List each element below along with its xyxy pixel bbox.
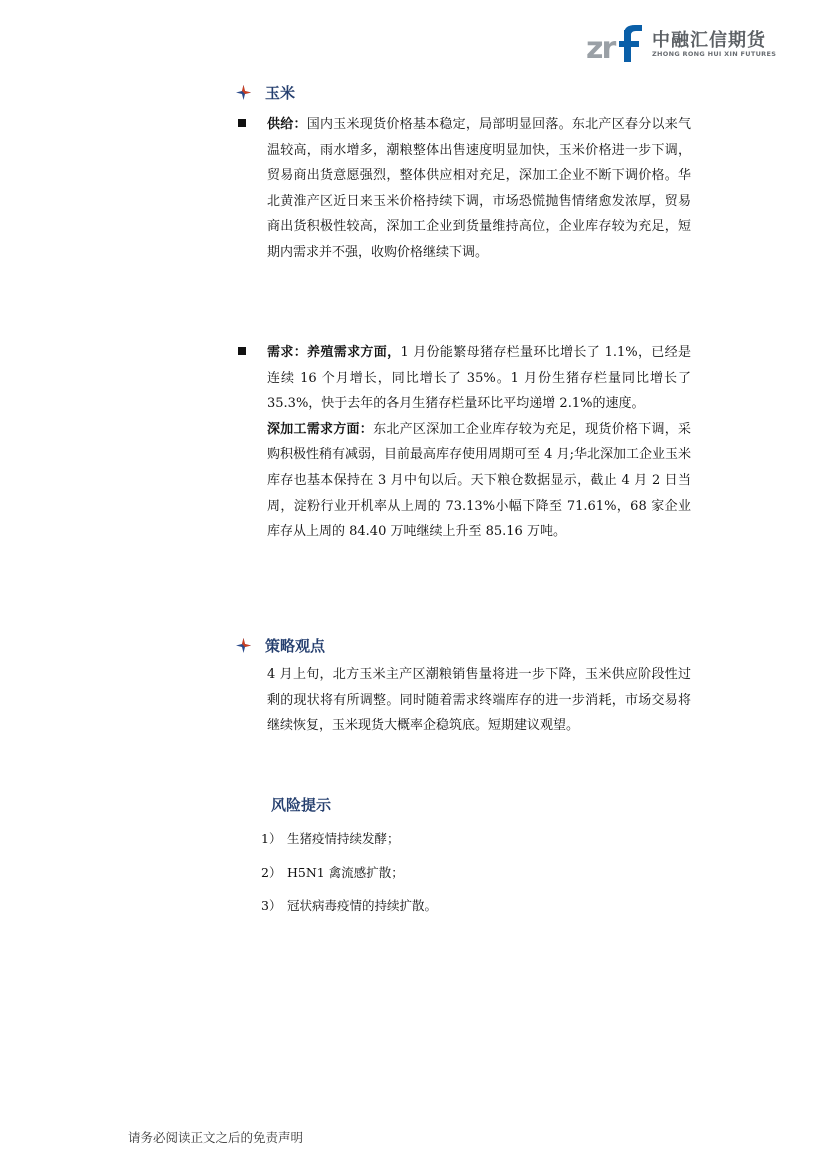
risk-item-text: H5N1 禽流感扩散； (287, 865, 404, 880)
logo-name-cn: 中融汇信期货 (652, 30, 766, 51)
supply-paragraph (267, 112, 691, 266)
risk-item-number: 3） (261, 898, 282, 913)
risk-item-text: 冠状病毒疫情的持续扩散。 (287, 898, 438, 913)
deep-processing-text: 东北产区深加工企业库存较为充足，现货价格下调，采购积极性稍有减弱，目前最高库存使用周期可至 4 月;华北深加工企业玉米库存也基本保持在 3 月中旬以后。天下粮仓数据显示，截止 4 月 2 日当周，淀粉行业开机率从上周的 73.13%小幅下降至 71.61%，68 家企业库存从上周的 84.40 万吨继续上升至 85.16 万吨。 (267, 421, 691, 540)
demand-text: 1 月份能繁母猪存栏量环比增长了 1.1%，已经是连续 16 个月增长，同比增长了 35%。1 月份生猪存栏量同比增长了 35.3%，快于去年的各月生猪存栏量环比平均递增 2.1%的速度。 (267, 345, 691, 412)
svg-text:zr: zr (586, 31, 615, 64)
risk-item-number: 2） (261, 865, 282, 880)
logo-name-en: ZHONG RONG HUI XIN FUTURES (652, 50, 777, 58)
section-title-strategy: 策略观点 (265, 637, 326, 655)
risk-title: 风险提示 (271, 796, 332, 814)
section-heading-corn (236, 82, 295, 103)
supply-text: 国内玉米现货价格基本稳定，局部明显回落。东北产区春分以来气温较高，雨水增多，潮粮整体出售速度明显加快，玉米价格进一步下调，贸易商出货意愿强烈，整体供应相对充足，深加工企业不断下调价格。华北黄淮产区近日来玉米价格持续下调，市场恐慌抛售情绪愈发浓厚，贸易商出货积极性较高，深加工企业到货量维持高位，企业库存较为充足，短期内需求并不强，收购价格继续下调。 (267, 117, 691, 260)
supply-label: 供给： (267, 117, 307, 132)
company-logo (586, 20, 776, 64)
section-bullet-icon (236, 638, 251, 653)
zrf-logo-mark (586, 24, 650, 64)
risk-item (261, 896, 437, 914)
footer-disclaimer: 请务必阅读正文之后的免责声明 (128, 1130, 304, 1145)
strategy-paragraph: 4 月上旬，北方玉米主产区潮粮销售量将进一步下降，玉米供应阶段性过剩的现状将有所调整。同时随着需求终端库存的进一步消耗，市场交易将继续恢复，玉米现货大概率企稳筑底。短期建议观望。 (267, 667, 691, 734)
section-title-corn: 玉米 (265, 84, 296, 102)
risk-item (261, 863, 404, 881)
square-bullet-icon (238, 347, 246, 355)
risk-item-number: 1） (261, 831, 282, 846)
demand-paragraph (267, 340, 691, 545)
demand-label: 需求：养殖需求方面， (267, 345, 401, 360)
section-heading-strategy (236, 635, 325, 656)
section-bullet-icon (236, 85, 251, 100)
deep-processing-label: 深加工需求方面： (267, 421, 374, 437)
risk-item-text: 生猪疫情持续发酵； (287, 831, 400, 846)
square-bullet-icon (238, 119, 246, 127)
risk-item (261, 829, 400, 847)
